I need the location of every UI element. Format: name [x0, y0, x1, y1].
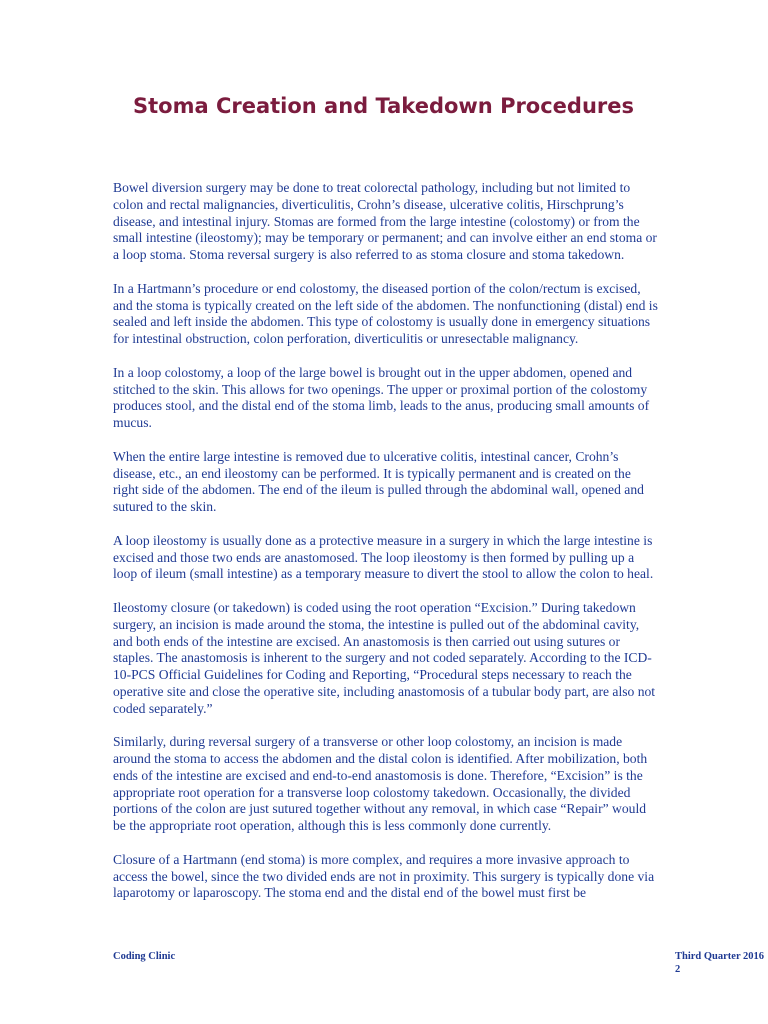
footer-quarter: Third Quarter 2016: [675, 951, 765, 962]
document-title: Stoma Creation and Takedown Procedures: [132, 94, 635, 118]
paragraph-bowel-diversion: Bowel diversion surgery may be done to treat colorectal pathology, including but not limited to colon and rectal malignancies, diverticulitis, Crohn’s disease, ulcerative colitis, Hirschprung’s disease, and intestinal injury. Stomas are formed from the large intestine (colostomy) or from the small intestine (ileostomy); may be temporary or permanent; and can involve either an end stoma or a loop stoma. Stoma reversal surgery is also referred to as stoma closure and stoma takedown.: [113, 180, 657, 263]
paragraph-hartmann-closure: Closure of a Hartmann (end stoma) is more complex, and requires a more invasive approach to access the bowel, since the two divided ends are not in proximity. This surgery is typically done via laparotomy or laparoscopy. The stoma end and the distal end of the bowel must first be: [113, 851, 655, 901]
paragraph-loop-colostomy: In a loop colostomy, a loop of the large bowel is brought out in the upper abdomen, opened and stitched to the skin. This allows for two openings. The upper or proximal portion of the colostomy produces stool, and the distal end of the stoma limb, leads to the anus, producing small amounts of mucus.: [113, 364, 650, 431]
paragraph-colostomy-reversal: Similarly, during reversal surgery of a transverse or other loop colostomy, an incision is made around the stoma to access the abdomen and the distal colon is identified. After mobilization, both ends of the intestine are excised and end-to-end anastomosis is done. Therefore, “Excision” is the appropriate root operation for a transverse loop colostomy takedown. Occasionally, the divided portions of the colon are just sutured together without any removal, in which case “Repair” would be the appropriate root operation, although this is less commonly done currently.: [113, 734, 648, 834]
paragraph-end-ileostomy: When the entire large intestine is removed due to ulcerative colitis, intestinal cancer, Crohn’s disease, etc., an end ileostomy can be performed. It is typically permanent and is created on the right side of the abdomen. The end of the ileum is pulled through the abdominal wall, opened and sutured to the skin.: [113, 448, 644, 515]
footer-issue: [675, 950, 768, 976]
document-body: [113, 180, 658, 919]
paragraph-loop-ileostomy: A loop ileostomy is usually done as a protective measure in a surgery in which the large intestine is excised and those two ends are anastomosed. The loop ileostomy is then formed by pulling up a loop of ileum (small intestine) as a temporary measure to divert the stool to allow the colon to heal.: [113, 532, 654, 582]
paragraph-ileostomy-closure: Ileostomy closure (or takedown) is coded using the root operation “Excision.” During takedown surgery, an incision is made around the stoma, the intestine is pulled out of the abdominal cavity, and both ends of the intestine are excised. An anastomosis is then carried out using sutures or staples. The anastomosis is inherent to the surgery and not coded separately. According to the ICD-10-PCS Official Guidelines for Coding and Reporting, “Procedural steps necessary to reach the operative site and close the operative site, including anastomosis of a tubular body part, are also not coded separately.”: [113, 599, 656, 716]
paragraph-hartmann-procedure: In a Hartmann’s procedure or end colostomy, the diseased portion of the colon/rectum is excised, and the stoma is typically created on the left side of the abdomen. The nonfunctioning (distal) end is sealed and left inside the abdomen. This type of colostomy is usually done in emergency situations for intestinal obstruction, colon perforation, diverticulitis or unresectable malignancy.: [113, 280, 658, 347]
footer-publication: Coding Clinic: [113, 951, 176, 962]
footer-page-number: 2: [675, 964, 681, 975]
